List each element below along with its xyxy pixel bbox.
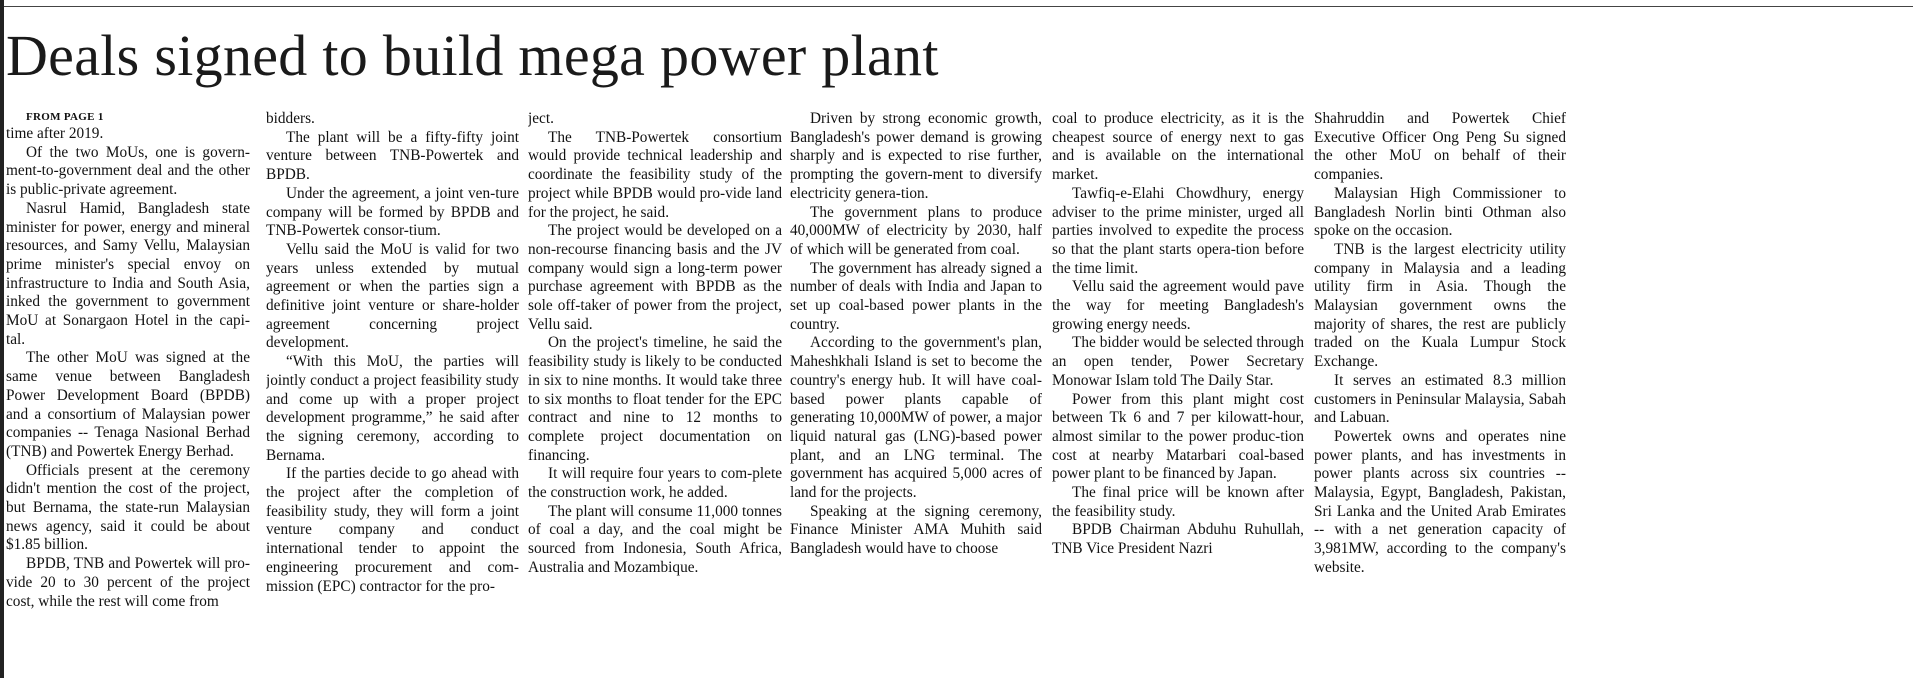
paragraph: The plant will consume 11,000 tonnes of coal a day, and the coal might be sourced from Indonesia, South Africa, Australia and Mozambique.	[528, 502, 782, 576]
column-3	[528, 110, 782, 676]
paragraph: “With this MoU, the parties will jointly conduct a project feasibility study and come up with a proper project development programme,” he said after the signing ceremony, according to Bernama.	[266, 353, 519, 464]
column-5	[1052, 110, 1304, 676]
top-rule	[0, 6, 1913, 7]
left-margin-bar	[0, 0, 4, 678]
paragraph: Nasrul Hamid, Bangladesh state minister for power, energy and mineral resources, and Samy Vellu, Malaysian prime minister's special envoy on infrastructure to India and South Asia, inked the government to government MoU at Sonargaon Hotel in the capi-tal.	[6, 199, 250, 348]
paragraph: Power from this plant might cost between Tk 6 and 7 per kilowatt-hour, almost similar to the power produc-tion cost at nearby Matarbari coal-based power plant to be financed by Japan.	[1052, 390, 1304, 483]
paragraph: The TNB-Powertek consortium would provide technical leadership and coordinate the feasibility study of the project while BPDB would pro-vide land for the project, he said.	[528, 128, 782, 221]
paragraph: The bidder would be selected through an open tender, Power Secretary Monowar Islam told The Daily Star.	[1052, 334, 1304, 389]
paragraph: On the project's timeline, he said the feasibility study is likely to be conducted in six to nine months. It would take three to six months to float tender for the EPC contract and nine to 12 months to complete project documentation on financing.	[528, 334, 782, 464]
paragraph: Powertek owns and operates nine power plants, and has investments in power plants across six countries -- Malaysia, Egypt, Bangladesh, Pakistan, Sri Lanka and the United Arab Emirates -- with a net generation capacity of 3,981MW, according to the company's website.	[1314, 427, 1566, 576]
paragraph: The other MoU was signed at the same venue between Bangladesh Power Development Board (BPDB) and a consortium of Malaysian power companies -- Tenaga Nasional Berhad (TNB) and Powertek Energy Berhad.	[6, 349, 250, 460]
paragraph: Malaysian High Commissioner to Bangladesh Norlin binti Othman also spoke on the occasion.	[1314, 184, 1566, 240]
paragraph: time after 2019.	[6, 125, 104, 142]
paragraph: The project would be developed on a non-recourse financing basis and the JV company would sign a long-term power purchase agreement with BPDB as the sole off-taker of power from the project, Vellu said.	[528, 222, 782, 333]
paragraph: Tawfiq-e-Elahi Chowdhury, energy adviser to the prime minister, urged all parties involved to expedite the process so that the plant starts opera-tion before the time limit.	[1052, 184, 1304, 277]
headline: Deals signed to build mega power plant	[6, 23, 939, 88]
paragraph: Speaking at the signing ceremony, Finance Minister AMA Muhith said Bangladesh would have to choose	[790, 502, 1042, 558]
paragraph: Shahruddin and Powertek Chief Executive Officer Ong Peng Su signed the other MoU on behalf of their companies.	[1314, 110, 1566, 184]
paragraph: ject.	[528, 110, 554, 127]
column-6	[1314, 110, 1566, 676]
paragraph: Under the agreement, a joint ven-ture company will be formed by BPDB and TNB-Powertek consor-tium.	[266, 184, 519, 240]
paragraph: TNB is the largest electricity utility company in Malaysia and a leading utility firm in Asia. Though the Malaysian government owns the majority of shares, the rest are publicly traded on the Kuala Lumpur Stock Exchange.	[1314, 240, 1566, 371]
paragraph: If the parties decide to go ahead with the project after the completion of feasibility study, they will form a joint venture company and conduct international tender to appoint the engineering procurement and com-mission (EPC) contractor for the pro-	[266, 465, 519, 595]
column-4	[790, 110, 1042, 676]
paragraph: It will require four years to com-plete the construction work, he added.	[528, 465, 782, 502]
column-1	[6, 110, 250, 676]
paragraph: Vellu said the agreement would pave the way for meeting Bangladesh's growing energy needs.	[1052, 278, 1304, 333]
paragraph: coal to produce electricity, as it is the cheapest source of energy next to gas and is available on the international market.	[1052, 110, 1304, 184]
article-body	[6, 110, 1906, 676]
paragraph: The government plans to produce 40,000MW of electricity by 2030, half of which will be generated from coal.	[790, 203, 1042, 258]
paragraph: It serves an estimated 8.3 million customers in Peninsular Malaysia, Sabah and Labuan.	[1314, 371, 1566, 427]
paragraph: Driven by strong economic growth, Bangladesh's power demand is growing sharply and is expected to rise further, prompting the govern-ment to diversify electricity genera-tion.	[790, 110, 1042, 202]
paragraph: According to the government's plan, Maheshkhali Island is set to become the country's energy hub. It will have coal-based power plants capable of generating 10,000MW of power, a major liquid natural gas (LNG)-based power plant, and an LNG terminal. The government has acquired 5,000 acres of land for the projects.	[790, 334, 1042, 502]
paragraph: Of the two MoUs, one is govern-ment-to-government deal and the other is public-private agreement.	[6, 143, 250, 199]
paragraph: BPDB, TNB and Powertek will pro-vide 20 to 30 percent of the project cost, while the rest will come from	[6, 555, 250, 610]
paragraph: Vellu said the MoU is valid for two years unless extended by mutual agreement or when the parties sign a definitive joint venture or share-holder agreement concerning project development.	[266, 240, 519, 352]
column-2	[266, 110, 519, 676]
paragraph: The final price will be known after the feasibility study.	[1052, 484, 1304, 520]
paragraph: Officials present at the ceremony didn't mention the cost of the project, but Bernama, the state-run Malaysian news agency, said it could be about $1.85 billion.	[6, 461, 250, 554]
continuation-kicker: FROM PAGE 1	[26, 111, 104, 123]
paragraph: The plant will be a fifty-fifty joint venture between TNB-Powertek and BPDB.	[266, 128, 519, 184]
paragraph: BPDB Chairman Abduhu Ruhullah, TNB Vice President Nazri	[1052, 521, 1304, 558]
paragraph: The government has already signed a number of deals with India and Japan to set up coal-based power plants in the country.	[790, 259, 1042, 333]
paragraph: bidders.	[266, 110, 315, 127]
